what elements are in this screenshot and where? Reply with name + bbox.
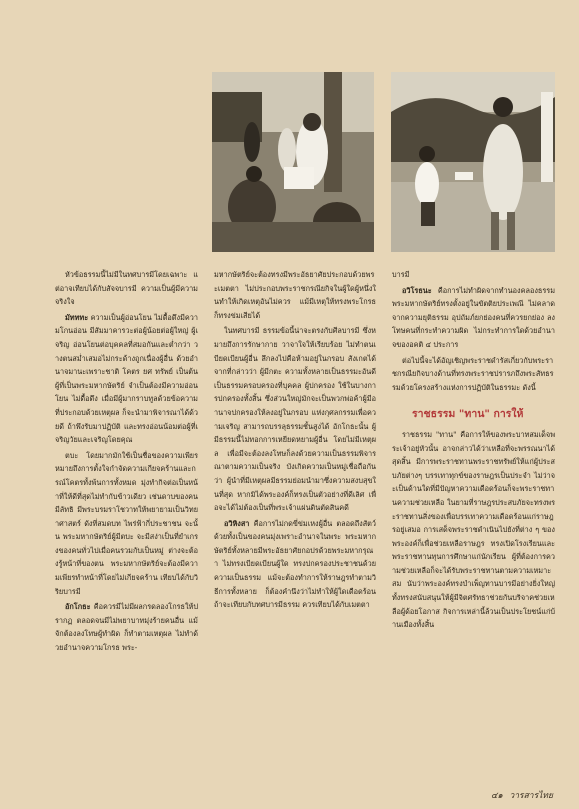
term-heading: อักโกธะ — [65, 602, 91, 612]
paragraph: ในทศบารมี ธรรมข้อนี้น่าจะตรงกับศีลบารมี ซึ่งหมายถึงการรักษากาย วาจาใจให้เรียบร้อย ไม่ทำตนเบียดเบียนผู้อื่น ลึกลงไปคือห้ามอยู่ในกรอบ สังเกตได้จากที่กล่าวว่า ผู้มีกตะ ความทั้งหลายเป็นธรรมะอันดีเป็นธรรมครอบครองที่บุคคล ผู้ปกครอง ใช้ในบางการปกครองทั้งสิ้น ซึ่งส่วนใหญ่มักจะเป็นพวกพ่อค้าผู้มีอำนาจปกครองให้ลงอยู่ในกรอบ แห่งกุศลกรรมเพื่อความเจริญ สามารถบรรลุธรรมชั้นสูงได้ อักโกธะนั้น ผู้มีธรรมนี้ไม่ทอกการเหยียดหยามผู้อื่น โดยไม่มีเหตุผล เพื่อมีจะต้องลงโทษก็ลงด้วยความเป็นธรรมพิจารณาตามความเป็นจริง บังเกิดความเป็นหมู่เชื่อถือกันว่า ผู้นำที่มีเหตุผลมีธรรมย่อมนำมาซึ่งความสงบสุขในที่สุด หากมิได้พระองค์ก็ทรงเป็นตัวอย่างที่ดีเลิศ เพื่อจะได้ไม่ต้องเป็นที่พระเจ้าแผ่นดินตัดสินคดี — [214, 326, 376, 513]
paragraph — [392, 284, 555, 352]
section-heading: ราชธรรม "ทาน" การให้ — [412, 408, 524, 421]
paragraph-body: ความเป็นผู้อ่อนโยน ไม่ดื้อดึงมีความโกนอ่อน มีสัมมาคารวะต่อผู้น้อยต่อผู้ใหญ่ ผู้เจริญ อ่อนโยนต่อบุคคลที่สมอกันและต่ำกว่า วางตนสม่ำเสมอไม่กระด้างถูกเนื่องผู้อื่น ด้วยอำนาจมานะเพราะชาติ โคตร ยศ ทรัพย์ เป็นต้น ผู้ที่เป็นพระมหากษัตริย์ จำเป็นต้องมีความอ่อนโยน ไม่ดื้อดึง เมื่อมีผู้มากราบทูลด้วยข้อความที่ประกอบด้วยเหตุผล ก็จะนำมาพิจารณาได้ด้วยดี ถ้าพึงรับมาปฏิบัติ และทรงอ่อนน้อมต่อผู้ที่เจริญวัยและเจริญโดยคุณ — [55, 312, 198, 445]
term-heading: อวิหิงสา — [224, 518, 250, 528]
text-column-2 — [214, 268, 376, 768]
magazine-name: วารสารไทย — [509, 791, 553, 801]
paragraph-body: คือการไม่ทำผิดจากทำนองคลองธรรม พระมหากษัตริย์ทรงตั้งอยู่ในขัตติยประเพณี ไม่คลาดจากความยุติธรรม อุปถัมภ์ยกย่องคนที่ควรยกย่อง ลงโทษคนที่กระทำความผิด ไม่กระทำการใดด้วยอำนาจของอคติ ๔ ประการ — [392, 285, 555, 349]
paragraph — [214, 517, 376, 612]
paragraph: บารมี — [392, 270, 410, 279]
paragraph-body: คือการไม่กดขี่ข่มเหงผู้อื่น ตลอดถึงสัตว์ด้วยทั้งเป็นของคนมุ่งเพราะอำนาจในพระ พระมหากษัตริย์ทั้งหลายมีพระอัธยาศัยกอปรด้วยพระมหากรุณา ไม่ทรงเบียดเบียนผู้ใด ทรงปกครองประชาชนด้วยความเป็นธรรม แม้จะต้องทำการให้ราษฎรทำตามวิธีการทั้งหลาย ก็ต้องคำนึงว่าไม่ทำให้ผู้ใดเดือดร้อน ถ้าจะเทียบกับทศบารมีธรรม ควรเทียบได้กับเมตตา — [214, 518, 376, 610]
paragraph — [55, 311, 198, 447]
text-column-1 — [55, 268, 198, 768]
photo-ceremony-right — [391, 72, 555, 252]
paragraph — [55, 600, 198, 654]
paragraph: มหากษัตริย์จะต้องทรงมีพระอัธยาศัยประกอบด้วยพระเมตตา ไม่ประกอบพระราชกรณียกิจในผู้ใดผู้หนึ่งในทำให้เกิดเหตุอันไม่ควร แม้มีเหตุให้ทรงพระโกรธ ก็ทรงข่มเสียได้ — [214, 270, 376, 320]
paragraph: ตบะ โดยมากมักใช้เป็นชื่อของความเพียร หมายถึงการตั้งใจกำจัดความเกียจคร้านและกรณ์โคตรทั้งพ้นการทั้งหมด มุ่งทำกิจต่อเป็นหน้าที่ให้ดีที่สุดไม่ทำกับข้าวเดียว เช่นดาบของคนมีลัทธิ มีพระบรมราโชวาทให้พยายามเป็นวิทยาศาสตร์ ดังที่สมดบท ไพร่ฟ้ากี่ประชาชน จะนั้น พระมหากษัตริย์ผู้มีตบะ จะมีสง่าเป็นที่ยำเกรงของคนทั่วไปเมื่อคนรวมกับเป็นหมู่ ต่างจะต้องรู้หน้าที่ของตน พระมหากษัตริย์จะต้องมีความเพียรทำหน้าที่โดยไม่เกียจคร้าน เทียบได้กับวิริยบารมี — [55, 450, 198, 596]
text-column-3 — [392, 268, 555, 768]
paragraph: ราชธรรม "ทาน" คือการให้ของพระบาทสมเด็จพระเจ้าอยู่หัวนั้น อาจกล่าวได้ว่าเหลือที่จะพรรณนาได้สุดสิ้น มีการพระราชทานพระราชทรัพย์ให้แก่ผู้ประสบภัยต่างๆ บรรเทาทุกข์ของราษฎรเป็นประจำ ไม่ว่าจะเป็นด้านใดที่มีปัญหาความเดือดร้อนก็จะพระราชทานความช่วยเหลือ ในยามที่ราษฎรประสบภัยจะทรงพระราชทานสิ่งของเพื่อบรรเทาความเดือดร้อนแก่ราษฎรอยู่เสมอ การเสด็จพระราชดำเนินไปยังที่ต่าง ๆ ของพระองค์ก็เพื่อช่วยเหลือราษฎร ทรงเปิดโรงเรียนและพระราชทานทุนการศึกษาแก่นักเรียน ผู้ที่ต้องการความช่วยเหลือก็จะได้รับพระราชทานตามความเหมาะสม นับว่าพระองค์ทรงบำเพ็ญทานบารมีอย่างยิ่งใหญ่ ทั้งทรงสนับสนุนให้ผู้มีจิตศรัทธาช่วยกันบริจาคช่วยเหลือผู้ด้อยโอกาส กิจการเหล่านี้ล้วนเป็นประโยชน์แก่บ้านเมืองทั้งสิ้น — [392, 429, 555, 630]
paragraph: หัวข้อธรรมนี้ไม่มีในทศบารมีโดยเฉพาะ แต่อาจเทียบได้กับสัจจบารมี ความเป็นผู้มีความจริงใจ — [55, 270, 198, 307]
term-heading: มัทททะ — [65, 312, 89, 322]
term-heading: อวิโรธนะ — [402, 285, 432, 295]
page-number: ๔๑ — [490, 791, 503, 801]
paragraph: ต่อไปนี้จะได้อัญเชิญพระราชดำรัสเกี่ยวกับพระราชกรณียกิจบางด้านที่ทรงพระราชปรารภถึงพระสัทธรรมด้วยโครงสร้างแห่งการปฏิบัติในธรรมะ ดังนี้ — [392, 355, 554, 392]
photo-ceremony-left — [212, 72, 374, 252]
page-footer — [487, 788, 553, 802]
paragraph-body: คือควรมีไม่มีผลกรดลองโกรธให้ปรากฏ ตลอดจนมีไม่พยาบาทมุ่งร้ายคนอื่น แม้จักต้องลงโทษผู้ทำผิด ก็ทำตามเหตุผล ไม่ทำด้วยอำนาจความโกรธ พระ- — [55, 602, 198, 653]
